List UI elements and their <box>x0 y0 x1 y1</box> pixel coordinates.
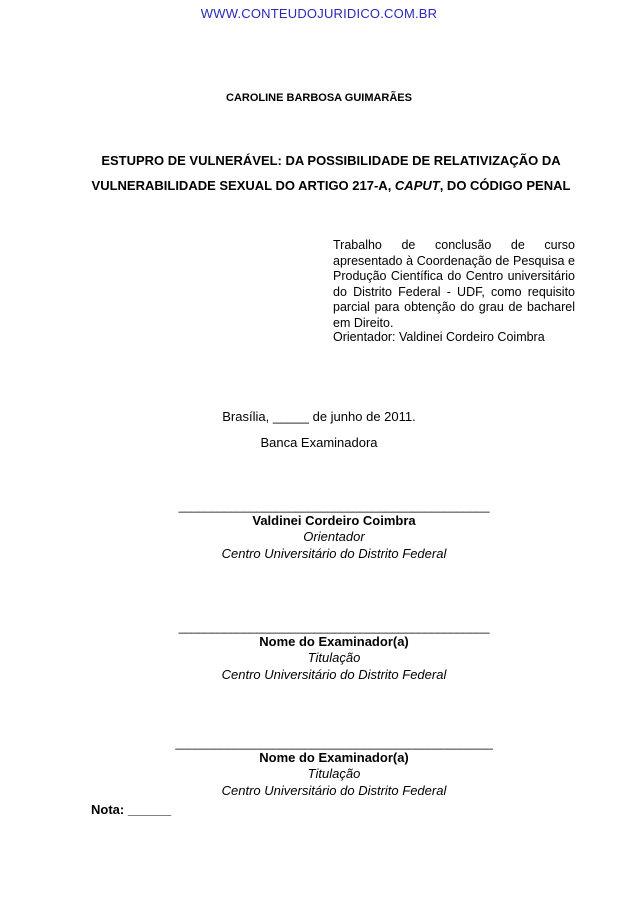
signatory-role: Orientador <box>303 529 365 544</box>
thesis-purpose-statement: Trabalho de conclusão de curso apresentado à Coordenação de Pesquisa e Produção Científica do Centro universitário do Distrito Federal - UDF, como requisito parcial para obtenção do grau de bacharel em Direito. <box>333 238 575 330</box>
title-text-part2: , DO CÓDIGO PENAL <box>439 178 571 193</box>
grade-field: Nota: ______ <box>91 802 172 817</box>
signatory-institution: Centro Universitário do Distrito Federal <box>221 546 447 561</box>
signature-block-advisor <box>0 500 638 562</box>
signature-block-examiner-2 <box>0 737 638 799</box>
date-line: Brasília, _____ de junho de 2011. <box>222 409 416 424</box>
site-url-header[interactable]: WWW.CONTEUDOJURIDICO.COM.BR <box>200 6 438 21</box>
signatory-role: Titulação <box>307 766 361 781</box>
signature-line: ________________________________________________ <box>178 620 490 634</box>
title-text-caput: CAPUT <box>394 178 440 193</box>
title-text-part1: ESTUPRO DE VULNERÁVEL: DA POSSIBILIDADE DE RELATIVIZAÇÃO DA VULNERABILIDADE SEXUAL DO ARTIGO 217-A, <box>91 153 561 193</box>
thesis-title <box>86 148 576 198</box>
signature-line: ________________________________________________ <box>178 499 490 513</box>
signatory-name: Nome do Examinador(a) <box>259 634 409 649</box>
advisor-line: Orientador: Valdinei Cordeiro Coimbra <box>333 330 545 344</box>
signatory-institution: Centro Universitário do Distrito Federal <box>221 783 447 798</box>
signatory-institution: Centro Universitário do Distrito Federal <box>221 667 447 682</box>
signatory-role: Titulação <box>307 650 361 665</box>
signatory-name: Nome do Examinador(a) <box>259 750 409 765</box>
signatory-name: Valdinei Cordeiro Coimbra <box>252 513 416 528</box>
signature-line: _________________________________________________ <box>175 736 493 750</box>
author-name: CAROLINE BARBOSA GUIMARÃES <box>226 92 412 104</box>
signature-block-examiner-1 <box>0 621 638 683</box>
committee-heading: Banca Examinadora <box>260 435 378 450</box>
